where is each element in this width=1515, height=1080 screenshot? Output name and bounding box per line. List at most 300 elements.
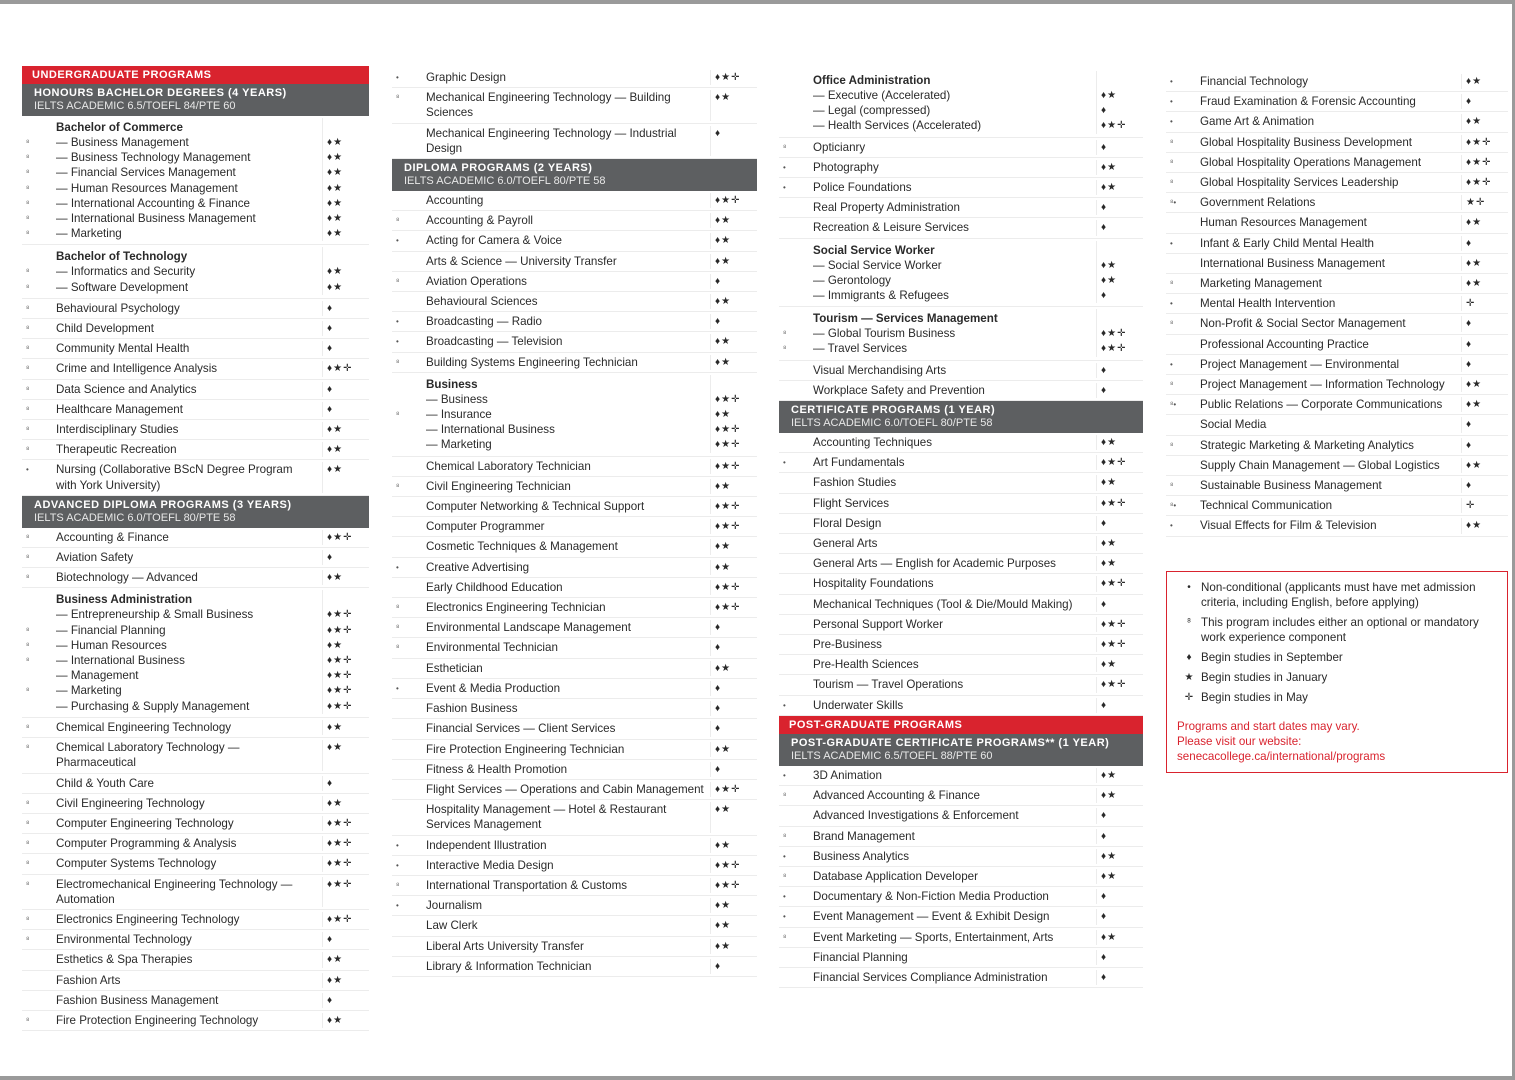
start-dates: ♦★ [327, 742, 344, 754]
program-row [779, 218, 1143, 238]
language-requirements: IELTS ACADEMIC 6.0/TOEFL 80/PTE 58 [404, 175, 606, 188]
program-name: Fashion Studies [813, 475, 1097, 490]
legend-symbol: ★ [1184, 671, 1194, 683]
start-dates: ✛ [1466, 500, 1476, 512]
program-marker: • [26, 465, 29, 475]
start-dates: ♦ [715, 316, 722, 328]
program-row [392, 292, 757, 312]
program-marker: • [783, 770, 786, 780]
program-row [779, 494, 1143, 514]
program-name: Technical Communication [1200, 498, 1462, 513]
start-dates: ♦★ [715, 900, 732, 912]
program-name: Hospitality Management — Hotel & Restaurant Services Management [426, 802, 711, 832]
program-name: — Health Services (Accelerated) [813, 118, 1097, 133]
program-name: Aviation Safety [56, 550, 323, 565]
program-name: Civil Engineering Technician [426, 479, 711, 494]
start-dates: ♦★ [715, 356, 732, 368]
program-row [392, 437, 757, 456]
program-row [779, 928, 1143, 948]
program-row [779, 341, 1143, 360]
legend-symbol: • [1187, 581, 1191, 593]
start-dates: ♦★✛ [715, 859, 741, 871]
program-row [1166, 456, 1508, 476]
program-name: Event Marketing — Sports, Entertainment, Arts [813, 930, 1097, 945]
program-marker: • [396, 683, 399, 693]
program-row [779, 273, 1143, 288]
program-row [22, 548, 369, 568]
program-name: Biotechnology — Advanced [56, 570, 323, 585]
program-group-title: Bachelor of Commerce [56, 118, 323, 135]
program-name: Advanced Investigations & Enforcement [813, 808, 1097, 823]
start-dates: ♦★ [715, 296, 732, 308]
start-dates: ♦ [1101, 517, 1108, 529]
program-row [22, 638, 369, 653]
program-marker: ⁸ [396, 276, 400, 286]
program-row [1166, 92, 1508, 112]
start-dates: ♦★ [715, 480, 732, 492]
program-name: Game Art & Animation [1200, 114, 1462, 129]
program-marker: ⁸ [26, 1015, 30, 1025]
start-dates: ♦ [715, 642, 722, 654]
program-marker: ⁸ [1170, 279, 1174, 289]
program-name: Photography [813, 160, 1097, 175]
program-name: Behavioural Sciences [426, 294, 711, 309]
program-name: Tourism — Travel Operations [813, 677, 1097, 692]
legend-text: Begin studies in May [1201, 690, 1308, 704]
start-dates: ♦ [1101, 810, 1108, 822]
start-dates: ♦★✛ [327, 670, 353, 682]
program-marker: • [783, 458, 786, 468]
program-name: International Transportation & Customs [426, 878, 711, 893]
program-name: Flight Services [813, 496, 1097, 511]
program-name: Mechanical Engineering Technology — Industrial Design [426, 126, 711, 156]
program-name: General Arts — English for Academic Purposes [813, 556, 1097, 571]
program-marker: ⁸ [26, 879, 30, 889]
start-dates: ♦ [1101, 891, 1108, 903]
program-group-row [779, 69, 1143, 88]
program-marker: • [396, 337, 399, 347]
program-name: Business Analytics [813, 849, 1097, 864]
start-dates: ♦★ [715, 541, 732, 553]
start-dates: ♦★✛ [1101, 618, 1127, 630]
program-name: Cosmetic Techniques & Management [426, 539, 711, 554]
start-dates: ♦★ [327, 197, 344, 209]
program-name: Independent Illustration [426, 838, 711, 853]
program-marker: ⁸ [26, 282, 30, 292]
program-name: Global Hospitality Services Leadership [1200, 175, 1462, 190]
start-dates: ♦★ [327, 974, 344, 986]
program-name: Accounting [426, 193, 711, 208]
program-marker: ⁸ [396, 216, 400, 226]
program-name: Project Management — Environmental [1200, 357, 1462, 372]
program-name: — International Accounting & Finance [56, 196, 323, 211]
start-dates: ♦ [327, 343, 334, 355]
start-dates: ♦★ [327, 182, 344, 194]
start-dates: ♦ [327, 777, 334, 789]
start-dates: ♦★ [1101, 850, 1118, 862]
program-row [22, 440, 369, 460]
program-name: Nursing (Collaborative BScN Degree Program with York University) [56, 462, 323, 492]
program-name: — Social Service Worker [813, 258, 1097, 273]
program-name: Professional Accounting Practice [1200, 337, 1462, 352]
start-dates: ♦★ [327, 281, 344, 293]
program-row [22, 699, 369, 718]
start-dates: ♦ [1466, 419, 1473, 431]
start-dates: ✛ [1466, 298, 1476, 310]
program-row [22, 339, 369, 359]
program-row [22, 653, 369, 668]
start-dates: ♦★ [327, 954, 344, 966]
program-name: Visual Merchandising Arts [813, 363, 1097, 378]
start-dates: ♦ [715, 127, 722, 139]
program-name: Financial Planning [813, 950, 1097, 965]
program-row [1166, 395, 1508, 415]
category-title: CERTIFICATE PROGRAMS (1 YEAR) [791, 404, 996, 417]
program-category-header [779, 401, 1143, 433]
program-name: Fire Protection Engineering Technology [56, 1013, 323, 1028]
start-dates: ♦★✛ [715, 501, 741, 513]
legend-symbol: ♦ [1186, 651, 1192, 663]
program-name: Chemical Laboratory Technology — Pharmaceutical [56, 740, 323, 770]
program-group-row [779, 307, 1143, 326]
start-dates: ♦ [1466, 439, 1473, 451]
website-link[interactable]: senecacollege.ca/international/programs [1177, 749, 1386, 763]
start-dates: ♦ [715, 682, 722, 694]
legend-list [1177, 580, 1499, 705]
program-name: Community Mental Health [56, 341, 323, 356]
start-dates: ♦ [1101, 141, 1108, 153]
program-name: — Immigrants & Refugees [813, 288, 1097, 303]
program-row [779, 453, 1143, 473]
program-name: Recreation & Leisure Services [813, 220, 1097, 235]
program-name: Fashion Business [426, 701, 711, 716]
program-row [392, 392, 757, 407]
program-row [22, 738, 369, 773]
program-name: Hospitality Foundations [813, 576, 1097, 591]
start-dates: ♦★✛ [327, 655, 353, 667]
start-dates: ♦★✛ [1466, 177, 1492, 189]
start-dates: ♦★✛ [327, 817, 353, 829]
program-row [1166, 213, 1508, 233]
program-row [1166, 72, 1508, 92]
program-row [779, 696, 1143, 716]
note [1177, 719, 1499, 764]
start-dates: ♦★ [715, 804, 732, 816]
program-name: Infant & Early Child Mental Health [1200, 236, 1462, 251]
program-name: Electronics Engineering Technician [426, 600, 711, 615]
start-dates: ♦ [327, 934, 334, 946]
program-marker: ⁸ [396, 357, 400, 367]
program-name: Event Management — Event & Exhibit Design [813, 909, 1097, 924]
program-row [392, 231, 757, 251]
program-name: General Arts [813, 536, 1097, 551]
start-dates: ♦ [1101, 911, 1108, 923]
start-dates: ♦★✛ [1101, 120, 1127, 132]
start-dates: ♦ [1466, 237, 1473, 249]
start-dates: ♦ [1101, 971, 1108, 983]
program-marker: ⁸ [783, 831, 787, 841]
program-marker: ⁸ [26, 798, 30, 808]
program-name: Mechanical Engineering Technology — Building Sciences [426, 90, 711, 120]
program-name: — Gerontology [813, 273, 1097, 288]
program-marker: • [1170, 117, 1173, 127]
program-row [1166, 133, 1508, 153]
start-dates: ♦★✛ [715, 195, 741, 207]
program-row [779, 847, 1143, 867]
program-name: Crime and Intelligence Analysis [56, 361, 323, 376]
program-row [22, 834, 369, 854]
start-dates: ♦★ [1466, 379, 1483, 391]
start-dates: ♦★ [1101, 477, 1118, 489]
legend-text: Begin studies in January [1201, 670, 1328, 684]
program-row [22, 280, 369, 299]
program-marker: • [783, 851, 786, 861]
program-name: Broadcasting — Television [426, 334, 711, 349]
language-requirements: IELTS ACADEMIC 6.5/TOEFL 84/PTE 60 [34, 100, 236, 112]
start-dates: ♦★✛ [1466, 136, 1492, 148]
program-row [22, 814, 369, 834]
program-marker: ⁸ [26, 722, 30, 732]
program-marker: • [396, 840, 399, 850]
program-marker: ⁸• [1170, 400, 1177, 410]
start-dates: ♦★✛ [327, 838, 353, 850]
program-name: Behavioural Psychology [56, 301, 323, 316]
program-marker: ⁸ [26, 324, 30, 334]
program-category-header [392, 159, 757, 191]
program-name: Child & Youth Care [56, 776, 323, 791]
program-name: Police Foundations [813, 180, 1097, 195]
start-dates: ♦★ [1466, 459, 1483, 471]
program-row [392, 211, 757, 231]
program-name: Brand Management [813, 829, 1097, 844]
start-dates: ♦★✛ [1101, 679, 1127, 691]
program-row [1166, 173, 1508, 193]
program-group-title: Office Administration [813, 71, 1097, 88]
program-marker: ⁸ [26, 267, 30, 277]
program-row [779, 381, 1143, 401]
program-name: Financial Services — Client Services [426, 721, 711, 736]
program-name: Electromechanical Engineering Technology — Automation [56, 877, 323, 907]
start-dates: ♦ [1101, 105, 1108, 117]
language-requirements: IELTS ACADEMIC 6.5/TOEFL 88/PTE 60 [791, 749, 993, 762]
program-name: Esthetician [426, 661, 711, 676]
start-dates: ♦★✛ [327, 913, 353, 925]
program-row [22, 165, 369, 180]
start-dates: ♦ [1466, 338, 1473, 350]
start-dates: ♦★ [715, 662, 732, 674]
program-marker: ⁸ [26, 686, 30, 696]
program-marker: ⁸ [26, 553, 30, 563]
program-marker: ⁸ [396, 623, 400, 633]
start-dates: ♦★✛ [715, 460, 741, 472]
program-name: Art Fundamentals [813, 455, 1097, 470]
program-row [22, 211, 369, 226]
program-row [392, 353, 757, 373]
section-header: UNDERGRADUATE PROGRAMS [22, 66, 369, 84]
program-category-header [779, 734, 1143, 766]
program-marker: ⁸ [26, 303, 30, 313]
program-name: Interdisciplinary Studies [56, 422, 323, 437]
program-name: Accounting Techniques [813, 435, 1097, 450]
program-row [22, 875, 369, 910]
program-marker: • [396, 901, 399, 911]
program-name: Arts & Science — University Transfer [426, 254, 711, 269]
program-row [392, 937, 757, 957]
start-dates: ♦★✛ [715, 602, 741, 614]
program-row [22, 774, 369, 794]
program-name: — Human Resources Management [56, 181, 323, 196]
start-dates: ♦★✛ [715, 581, 741, 593]
program-group-row [392, 373, 757, 392]
program-name: Computer Networking & Technical Support [426, 499, 711, 514]
program-marker: ⁸ [26, 214, 30, 224]
program-name: Documentary & Non-Fiction Media Production [813, 889, 1097, 904]
start-dates: ♦★ [715, 940, 732, 952]
program-name: — Marketing [56, 226, 323, 241]
start-dates: ♦ [715, 703, 722, 715]
program-row [392, 578, 757, 598]
program-name: Journalism [426, 898, 711, 913]
program-name: Pre-Business [813, 637, 1097, 652]
program-name: — Legal (compressed) [813, 103, 1097, 118]
program-name: Environmental Landscape Management [426, 620, 711, 635]
program-marker: ⁸ [26, 364, 30, 374]
start-dates: ♦★ [1101, 538, 1118, 550]
program-name: Computer Programming & Analysis [56, 836, 323, 851]
program-row [22, 568, 369, 588]
program-name: Fashion Arts [56, 973, 323, 988]
program-name: Mental Health Intervention [1200, 296, 1462, 311]
program-row [779, 827, 1143, 847]
program-row [392, 517, 757, 537]
program-row [779, 867, 1143, 887]
program-name: 3D Animation [813, 768, 1097, 783]
program-row [779, 361, 1143, 381]
program-name: — Human Resources [56, 638, 323, 653]
program-row [22, 683, 369, 698]
program-name: Event & Media Production [426, 681, 711, 696]
section-header: POST-GRADUATE PROGRAMS [779, 716, 1143, 734]
program-row [22, 420, 369, 440]
legend-item [1177, 650, 1499, 665]
program-marker: • [1170, 97, 1173, 107]
program-row [22, 1011, 369, 1031]
start-dates: ♦ [1101, 290, 1108, 302]
program-row [22, 854, 369, 874]
program-name: Global Hospitality Operations Management [1200, 155, 1462, 170]
program-name: Aviation Operations [426, 274, 711, 289]
category-title: DIPLOMA PROGRAMS (2 YEARS) [404, 162, 593, 175]
program-row [1166, 294, 1508, 314]
program-marker: ⁸ [26, 625, 30, 635]
program-name: — International Business Management [56, 211, 323, 226]
program-group-row [22, 116, 369, 135]
program-name: Public Relations — Corporate Communications [1200, 397, 1462, 412]
program-marker: ⁸ [783, 142, 787, 152]
program-row [22, 380, 369, 400]
program-name: Law Clerk [426, 918, 711, 933]
program-row [392, 780, 757, 800]
legend-item [1177, 690, 1499, 705]
start-dates: ♦ [715, 275, 722, 287]
start-dates: ♦★ [327, 572, 344, 584]
program-row [779, 554, 1143, 574]
program-row [779, 766, 1143, 786]
program-row [779, 615, 1143, 635]
program-row [22, 930, 369, 950]
program-marker: ⁸ [1170, 380, 1174, 390]
legend-item [1177, 615, 1499, 645]
program-row [22, 299, 369, 319]
program-name: Esthetics & Spa Therapies [56, 952, 323, 967]
program-name: Acting for Camera & Voice [426, 233, 711, 248]
program-row [22, 794, 369, 814]
program-row [392, 191, 757, 211]
program-name: Creative Advertising [426, 560, 711, 575]
category-title: HONOURS BACHELOR DEGREES (4 YEARS) [34, 87, 287, 99]
program-name: — Marketing [56, 683, 323, 698]
column-1 [22, 66, 369, 1031]
program-row [779, 907, 1143, 927]
legend-text: Begin studies in September [1201, 650, 1343, 664]
program-marker: ⁸ [26, 384, 30, 394]
program-name: Chemical Laboratory Technician [426, 459, 711, 474]
start-dates: ♦ [715, 622, 722, 634]
program-marker: ⁸• [1170, 501, 1177, 511]
program-row [22, 950, 369, 970]
program-row [392, 957, 757, 977]
start-dates: ♦ [327, 403, 334, 415]
program-name: — Global Tourism Business [813, 326, 1097, 341]
program-row [779, 574, 1143, 594]
start-dates: ♦ [1101, 699, 1108, 711]
program-marker: ⁸ [26, 198, 30, 208]
program-marker: ⁸ [26, 640, 30, 650]
program-name: Financial Technology [1200, 74, 1462, 89]
start-dates: ♦★✛ [1101, 457, 1127, 469]
start-dates: ♦ [1101, 202, 1108, 214]
program-row [392, 896, 757, 916]
legend-symbol: ✛ [1184, 691, 1194, 703]
program-row [392, 876, 757, 896]
program-row [779, 118, 1143, 137]
program-marker: ⁸ [1170, 178, 1174, 188]
start-dates: ♦ [715, 763, 722, 775]
program-row [779, 326, 1143, 341]
start-dates: ♦ [1101, 830, 1108, 842]
program-marker: • [783, 183, 786, 193]
program-name: Real Property Administration [813, 200, 1097, 215]
program-row [779, 88, 1143, 103]
program-name: — Travel Services [813, 341, 1097, 356]
program-name: — Financial Planning [56, 623, 323, 638]
program-row [392, 332, 757, 352]
program-row [392, 558, 757, 578]
program-marker: ⁸ [26, 229, 30, 239]
program-row [392, 719, 757, 739]
program-row [1166, 335, 1508, 355]
start-dates: ♦★ [1101, 870, 1118, 882]
start-dates: ♦★✛ [327, 624, 353, 636]
program-name: Graphic Design [426, 70, 711, 85]
program-name: Interactive Media Design [426, 858, 711, 873]
bottom-border [0, 1076, 1515, 1080]
program-row [1166, 415, 1508, 435]
program-row [22, 607, 369, 622]
program-row [1166, 112, 1508, 132]
program-marker: • [1170, 359, 1173, 369]
start-dates: ♦★✛ [327, 531, 353, 543]
